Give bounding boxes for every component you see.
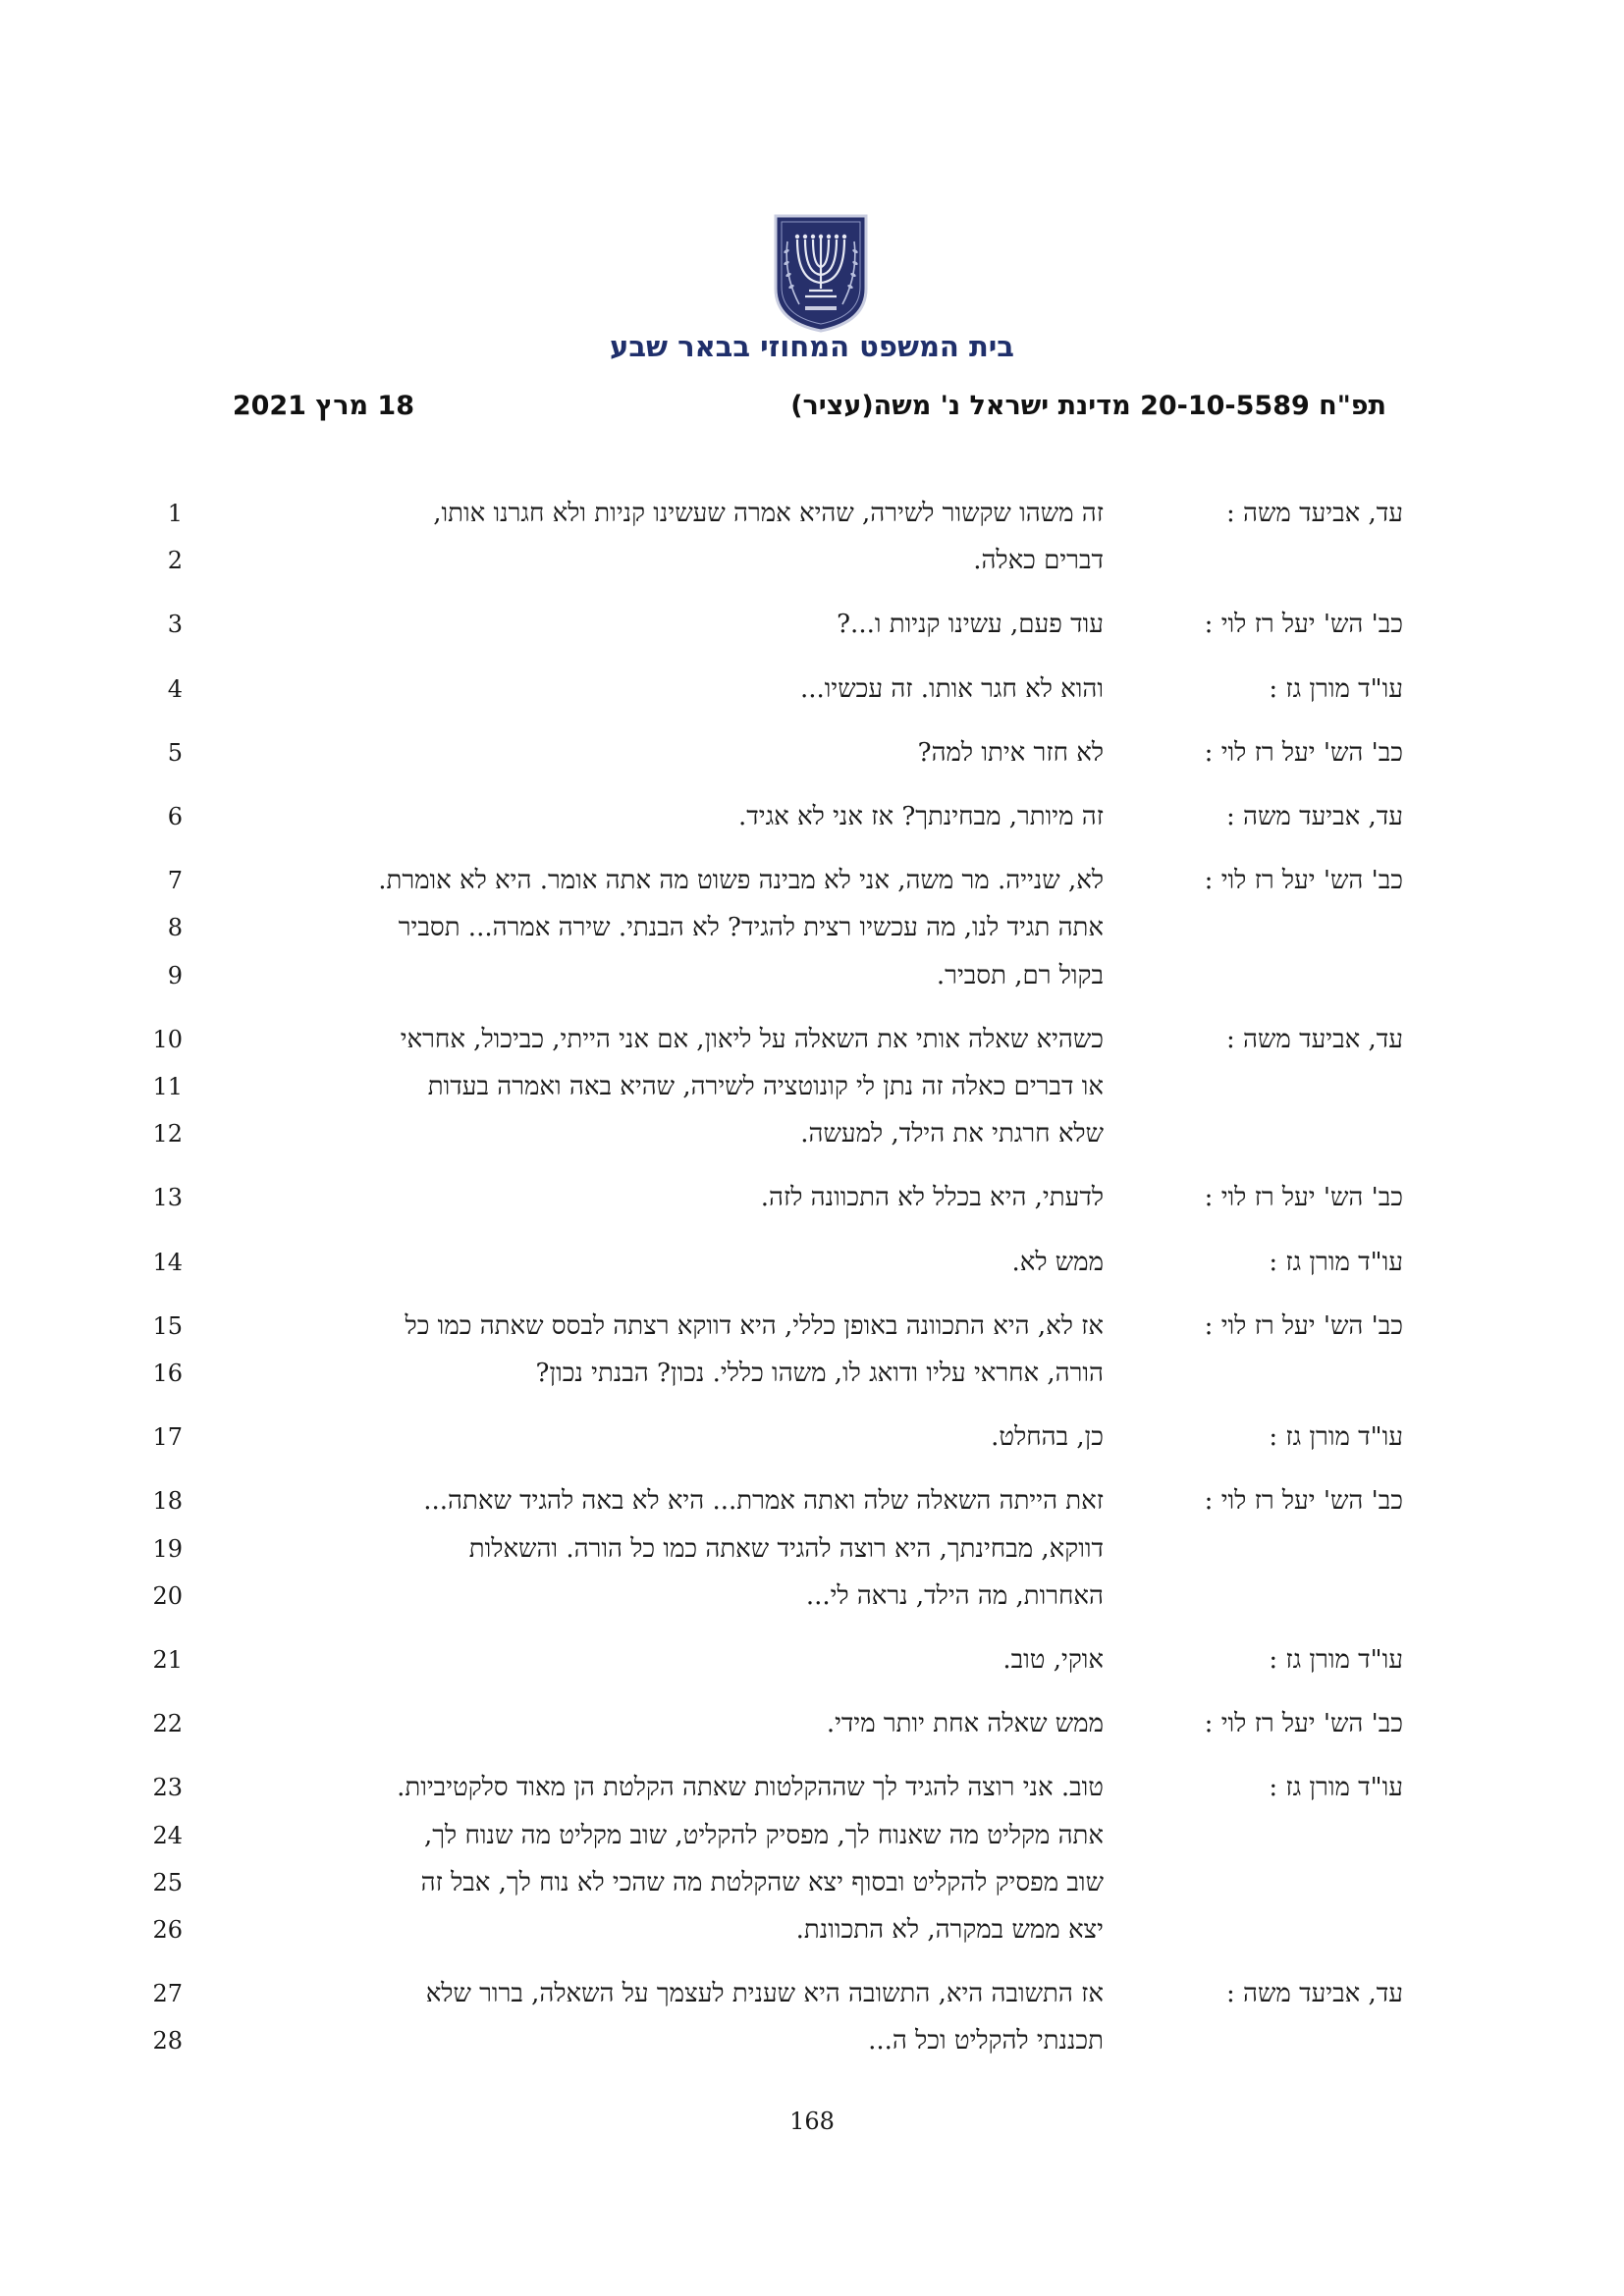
- line-number: 20: [152, 1581, 183, 1610]
- transcript-line: אז לא, היא התכוונה באופן כללי, היא דווקא רצתה לבסס שאתה כמו כל: [405, 1310, 1104, 1341]
- speaker-label: עו"ד מורן גז :: [1269, 1773, 1403, 1803]
- transcript-line: דברים כאלה.: [973, 546, 1104, 576]
- speaker-label: כב' הש' יעל רז לוי :: [1204, 1310, 1403, 1341]
- speaker-label: כב' הש' יעל רז לוי :: [1204, 1183, 1403, 1213]
- speaker-label: כב' הש' יעל רז לוי :: [1204, 610, 1403, 640]
- line-number: 19: [152, 1534, 183, 1563]
- transcript-line: והוא לא חגר אותו. זה עכשיו...: [799, 673, 1104, 704]
- speaker-label: עו"ד מורן גז :: [1269, 1645, 1403, 1675]
- line-number: 2: [167, 547, 183, 575]
- line-number: 24: [152, 1821, 183, 1849]
- transcript-line: זאת הייתה השאלה שלה ואתה אמרת... היא לא באה להגיד שאתה...: [423, 1486, 1104, 1517]
- transcript-line: האחרות, מה הילד, נראה לי...: [805, 1580, 1104, 1611]
- line-number: 28: [152, 2027, 183, 2056]
- page-number: 168: [789, 2108, 835, 2135]
- transcript-line: אוקי, טוב.: [1002, 1645, 1104, 1675]
- line-number: 14: [152, 1248, 183, 1276]
- transcript-line: תכננתי להקליט וכל ה...: [868, 2026, 1104, 2056]
- transcript-line: ממש שאלה אחת יותר מידי.: [826, 1709, 1104, 1739]
- line-number: 15: [152, 1311, 183, 1340]
- line-number: 27: [152, 1980, 183, 2008]
- line-number: 6: [167, 803, 183, 830]
- transcript-line: לדעתי, היא בכלל לא התכוונה לזה.: [760, 1183, 1104, 1213]
- transcript-line: הורה, אחראי עליו ודואג לו, משהו כללי. נכון? הבנתי נכון?: [535, 1359, 1104, 1388]
- line-number: 16: [152, 1360, 183, 1387]
- line-number: 9: [167, 961, 183, 989]
- speaker-label: עו"ד מורן גז :: [1269, 673, 1403, 704]
- line-number: 18: [152, 1487, 183, 1516]
- transcript-line: אז התשובה היא, התשובה היא שענית לעצמך על השאלה, ברור שלא: [425, 1979, 1104, 2009]
- speaker-label: כב' הש' יעל רז לוי :: [1204, 1486, 1403, 1517]
- transcript-line: לא, שנייה. מר משה, אני לא מבינה פשוט מה אתה אומר. היא לא אומרת.: [378, 866, 1104, 896]
- line-number: 25: [152, 1868, 183, 1896]
- line-number: 12: [152, 1120, 183, 1148]
- speaker-label: עד, אביעד משה :: [1226, 1979, 1403, 2009]
- transcript-line: בקול רם, תסביר.: [936, 960, 1104, 990]
- speaker-label: עד, אביעד משה :: [1226, 499, 1403, 528]
- line-number: 3: [167, 611, 183, 639]
- transcript-line: כשהיא שאלה אותי את השאלה על ליאון, אם אני הייתי, כביכול, אחראי: [400, 1024, 1104, 1054]
- line-number: 1: [167, 500, 183, 527]
- line-number: 26: [152, 1916, 183, 1944]
- line-number: 7: [167, 867, 183, 895]
- line-number: 22: [152, 1710, 183, 1738]
- speaker-label: כב' הש' יעל רז לוי :: [1204, 737, 1403, 768]
- line-number: 17: [152, 1423, 183, 1452]
- line-number: 13: [152, 1184, 183, 1212]
- line-number: 8: [167, 914, 183, 942]
- speaker-label: כב' הש' יעל רז לוי :: [1204, 866, 1403, 896]
- court-name: בית המשפט המחוזי בבאר שבע: [610, 330, 1014, 363]
- speaker-label: עד, אביעד משה :: [1226, 802, 1403, 831]
- speaker-label: עו"ד מורן גז :: [1269, 1422, 1403, 1453]
- transcript-line: לא חזר איתו למה?: [917, 737, 1104, 768]
- transcript-line: ממש לא.: [1011, 1247, 1104, 1277]
- transcript-line: אתה מקליט מה שאנוח לך, מפסיק להקליט, שוב מקליט מה שנוח לך,: [423, 1820, 1104, 1850]
- case-title: תפ"ח 20-10-5589 מדינת ישראל נ' משה(עציר): [790, 391, 1386, 421]
- transcript-line: דווקא, מבחינתך, היא רוצה להגיד שאתה כמו כל הורה. והשאלות: [468, 1533, 1104, 1564]
- speaker-label: עו"ד מורן גז :: [1269, 1247, 1403, 1277]
- transcript-line: יצא ממש במקרה, לא התכוונת.: [795, 1915, 1104, 1945]
- speaker-label: כב' הש' יעל רז לוי :: [1204, 1709, 1403, 1739]
- line-number: 21: [152, 1646, 183, 1674]
- line-number: 10: [152, 1025, 183, 1053]
- speaker-label: עד, אביעד משה :: [1226, 1024, 1403, 1054]
- hearing-date: 18 מרץ 2021: [232, 391, 414, 421]
- transcript-line: שוב מפסיק להקליט ובסוף יצא שהקלטת מה שהכי לא נוח לך, אבל זה: [420, 1867, 1104, 1897]
- line-number: 23: [152, 1774, 183, 1802]
- transcript-line: שלא חרגתי את הילד, למעשה.: [800, 1119, 1104, 1149]
- transcript-line: זה מיותר, מבחינתך? אז אני לא אגיד.: [738, 802, 1104, 831]
- transcript-line: או דברים כאלה זה נתן לי קונוטציה לשירה, שהיא באה ואמרה בעדות: [427, 1072, 1104, 1101]
- line-number: 5: [167, 738, 183, 767]
- transcript-line: זה משהו שקשור לשירה, שהיא אמרה שעשינו קניות ולא חגרנו אותו,: [433, 499, 1104, 528]
- line-number: 11: [152, 1073, 183, 1100]
- transcript-line: עוד פעם, עשינו קניות ו...?: [837, 610, 1104, 640]
- line-number: 4: [167, 674, 183, 703]
- transcript-line: אתה תגיד לנו, מה עכשיו רצית להגיד? לא הבנתי. שירה אמרה... תסביר: [398, 913, 1104, 943]
- transcript-line: טוב. אני רוצה להגיד לך שההקלטות שאתה הקלטת הן מאוד סלקטיביות.: [397, 1773, 1104, 1803]
- transcript-line: כן, בהחלט.: [991, 1422, 1104, 1453]
